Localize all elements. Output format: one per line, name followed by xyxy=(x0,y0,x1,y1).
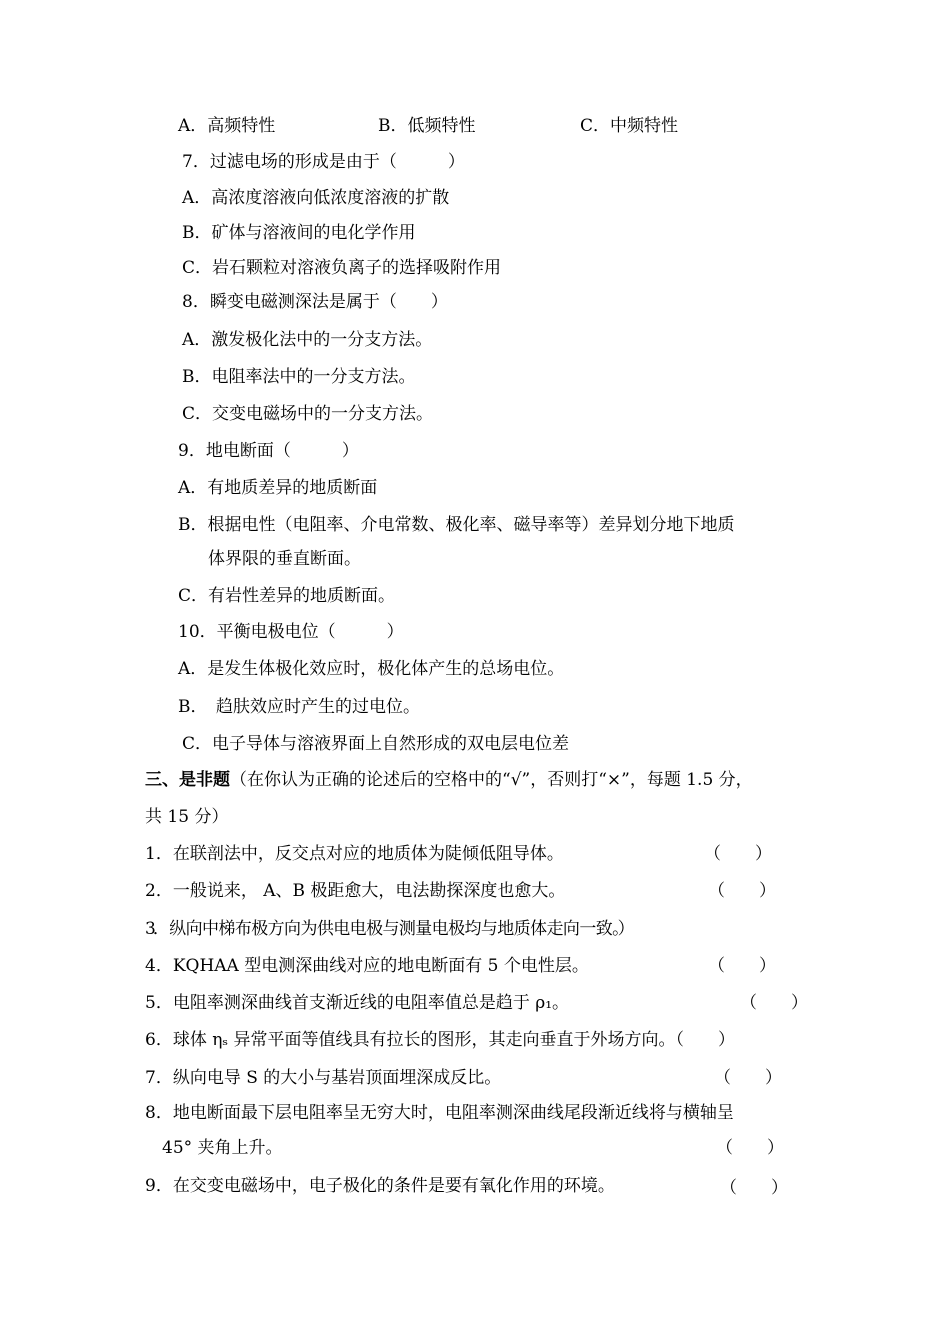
q7-option-b: B．矿体与溶液间的电化学作用 xyxy=(182,223,416,243)
tf-answer-blank-5: （ ） xyxy=(740,993,808,1013)
question-7: 7．过滤电场的形成是由于（ ） xyxy=(182,152,465,172)
question-10: 10．平衡电极电位（ ） xyxy=(178,622,404,642)
tf-answer-blank-1: （ ） xyxy=(704,844,772,864)
tf-answer-blank-2: （ ） xyxy=(708,881,776,901)
tf-item-8-line1: 8．地电断面最下层电阻率呈无穷大时，电阻率测深曲线尾段渐近线将与横轴呈 xyxy=(145,1103,734,1123)
tf-answer-blank-9: （ ） xyxy=(720,1178,788,1198)
q9-option-b-line1: B．根据电性（电阻率、介电常数、极化率、磁导率等）差异划分地下地质 xyxy=(178,515,735,535)
q7-option-c: C．岩石颗粒对溶液负离子的选择吸附作用 xyxy=(182,258,502,278)
tf-item-8-line2: 45° 夹角上升。 xyxy=(162,1138,283,1158)
q8-option-a: A．激发极化法中的一分支方法。 xyxy=(182,330,433,350)
question-8: 8．瞬变电磁测深法是属于（ ） xyxy=(182,292,448,312)
tf-item-9: 9．在交变电磁场中，电子极化的条件是要有氧化作用的环境。 xyxy=(145,1176,615,1196)
q6-option-b: B．低频特性 xyxy=(378,116,476,136)
section-3-instruction: （在你认为正确的论述后的空格中的“√”，否则打“×”，每题 1.5 分， xyxy=(230,770,753,790)
tf-item-2: 2．一般说来， A、B 极距愈大，电法勘探深度也愈大。 xyxy=(145,881,566,901)
tf-item-5: 5．电阻率测深曲线首支渐近线的电阻率值总是趋于 ρ₁。 xyxy=(145,993,570,1013)
q9-option-a: A．有地质差异的地质断面 xyxy=(178,478,378,498)
tf-item-7: 7．纵向电导 S 的大小与基岩顶面埋深成反比。 xyxy=(145,1068,502,1088)
tf-answer-blank-7: （ ） xyxy=(714,1068,782,1088)
q8-option-b: B．电阻率法中的一分支方法。 xyxy=(182,367,416,387)
q7-option-a: A．高浓度溶液向低浓度溶液的扩散 xyxy=(182,188,450,208)
section-3-instruction-cont: 共 15 分） xyxy=(145,807,229,827)
q6-option-a: A．高频特性 xyxy=(178,116,276,136)
tf-item-4: 4．KQHAA 型电测深曲线对应的地电断面有 5 个电性层。 xyxy=(145,956,589,976)
question-9: 9．地电断面（ ） xyxy=(178,441,359,461)
q6-option-c: C．中频特性 xyxy=(580,116,679,136)
section-3-title: 三、是非题 xyxy=(145,770,230,790)
tf-item-1: 1．在联剖法中，反交点对应的地质体为陡倾低阻导体。 xyxy=(145,844,564,864)
q10-option-c: C．电子导体与溶液界面上自然形成的双电层电位差 xyxy=(182,734,570,754)
tf-item-6: 6．球体 ηₛ 异常平面等值线具有拉长的图形，其走向垂直于外场方向。（ ） xyxy=(145,1030,736,1050)
tf-answer-blank-4: （ ） xyxy=(708,956,776,976)
tf-item-3: 3． 纵 向 中 梯 布 极 方 向 为 供 电 电 极 与 测 量 电 极 均 与 地 质 体 走 向 一 致 。） xyxy=(145,919,632,939)
q8-option-c: C．交变电磁场中的一分支方法。 xyxy=(182,404,434,424)
tf-answer-blank-8: （ ） xyxy=(716,1138,784,1158)
q10-option-a: A．是发生体极化效应时，极化体产生的总场电位。 xyxy=(178,659,565,679)
q9-option-c: C．有岩性差异的地质断面。 xyxy=(178,586,396,606)
section-3-heading-line xyxy=(145,769,753,791)
q10-option-b: B． 趋肤效应时产生的过电位。 xyxy=(178,697,420,717)
q9-option-b-line2: 体界限的垂直断面。 xyxy=(208,549,361,569)
